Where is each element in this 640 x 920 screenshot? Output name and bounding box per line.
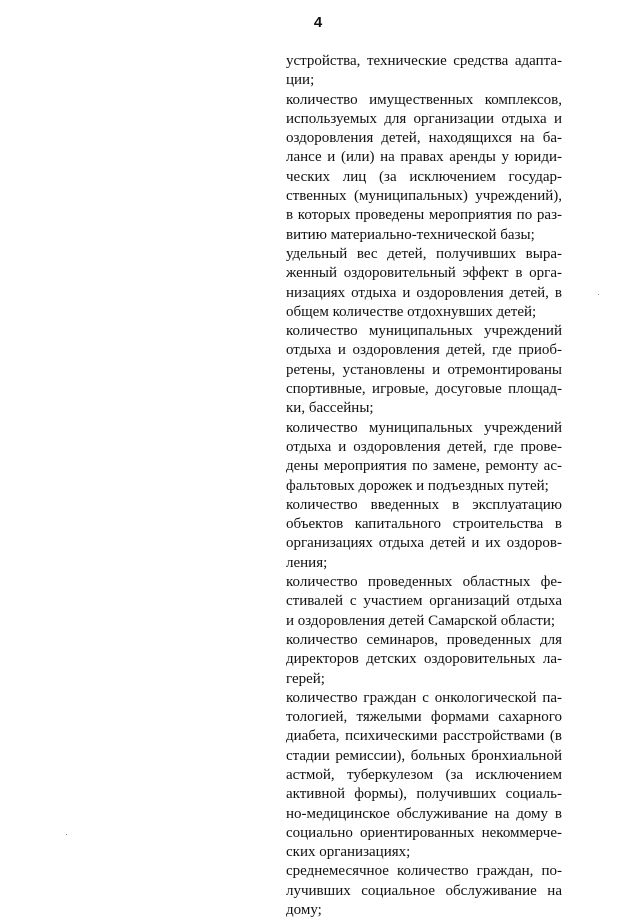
paragraph (286, 91, 562, 245)
text-line: астмой, туберкулезом (за исключением (286, 766, 562, 783)
text-line: количество имущественных комплексов, (286, 91, 562, 108)
text-line: активной формы), получивших социаль- (286, 786, 562, 803)
text-line: количество проведенных областных фе- (286, 574, 562, 591)
text-line: витию материально-технической базы; (286, 226, 535, 243)
paragraph (286, 631, 562, 689)
text-line: ки, бассейны; (286, 400, 374, 417)
text-line: тологией, тяжелыми формами сахарного (286, 709, 562, 726)
text-line: среднемесячное количество граждан, по- (286, 863, 562, 880)
text-line: количество граждан с онкологической па- (286, 689, 562, 706)
text-line: диабета, психическими расстройствами (в (286, 728, 562, 745)
text-line: и оздоровления детей Самарской области; (286, 612, 556, 629)
text-line: в которых проведены мероприятия по раз- (286, 207, 562, 224)
text-line: используемых для организации отдыха и (286, 110, 562, 127)
text-line: стадии ремиссии), больных бронхиальной (286, 747, 562, 764)
text-line: количество введенных в эксплуатацию (286, 496, 562, 513)
paragraph (286, 322, 562, 418)
text-line: но-медицинское обслуживание на дому в (286, 805, 562, 822)
text-line: оздоровления детей, находящихся на ба- (286, 130, 562, 147)
text-line: лучивших социальное обслуживание на (286, 882, 562, 899)
paragraph (286, 52, 562, 91)
text-line: лансе и (или) на правах аренды у юриди- (286, 149, 562, 166)
scan-speck (66, 834, 67, 835)
text-line: ческих лиц (за исключением государ- (286, 168, 562, 185)
text-line: количество муниципальных учреждений (286, 323, 562, 340)
text-line: спортивные, игровые, досуговые площад- (286, 381, 562, 398)
text-line: организациях отдыха детей и их оздоров- (286, 535, 562, 552)
text-line: социально ориентированных некоммерче- (286, 824, 562, 841)
text-line: дому; (286, 902, 322, 919)
text-line: общем количестве отдохнувших детей; (286, 303, 537, 320)
text-line: количество муниципальных учреждений (286, 419, 562, 436)
text-line: дены мероприятия по замене, ремонту ас- (286, 458, 562, 475)
page-number: 4 (313, 14, 323, 31)
paragraph (286, 689, 562, 863)
text-line: ских организациях; (286, 844, 411, 861)
text-line: отдыха и оздоровления детей, где приоб- (286, 342, 562, 359)
paragraph (286, 862, 562, 920)
paragraph (286, 496, 562, 573)
document-body (286, 52, 562, 920)
paragraph (286, 245, 562, 322)
scan-speck (598, 294, 599, 295)
text-line: ретены, установлены и отремонтированы (286, 361, 562, 378)
text-line: количество семинаров, проведенных для (286, 631, 562, 648)
text-line: низациях отдыха и оздоровления детей, в (286, 284, 562, 301)
text-line: ции; (286, 72, 315, 89)
text-line: ственных (муниципальных) учреждений), (286, 188, 562, 205)
paragraph (286, 419, 562, 496)
text-line: отдыха и оздоровления детей, где прове- (286, 438, 562, 455)
paragraph (286, 573, 562, 631)
text-line: директоров детских оздоровительных ла- (286, 651, 562, 668)
text-line: герей; (286, 670, 325, 687)
text-line: стивалей с участием организаций отдыха (286, 593, 562, 610)
text-line: удельный вес детей, получивших выра- (286, 245, 562, 262)
text-line: фальтовых дорожек и подъездных путей; (286, 477, 549, 494)
text-line: женный оздоровительный эффект в орга- (286, 265, 562, 282)
text-line: ления; (286, 554, 328, 571)
text-line: объектов капитального строительства в (286, 516, 562, 533)
text-line: устройства, технические средства адапта- (286, 53, 562, 69)
